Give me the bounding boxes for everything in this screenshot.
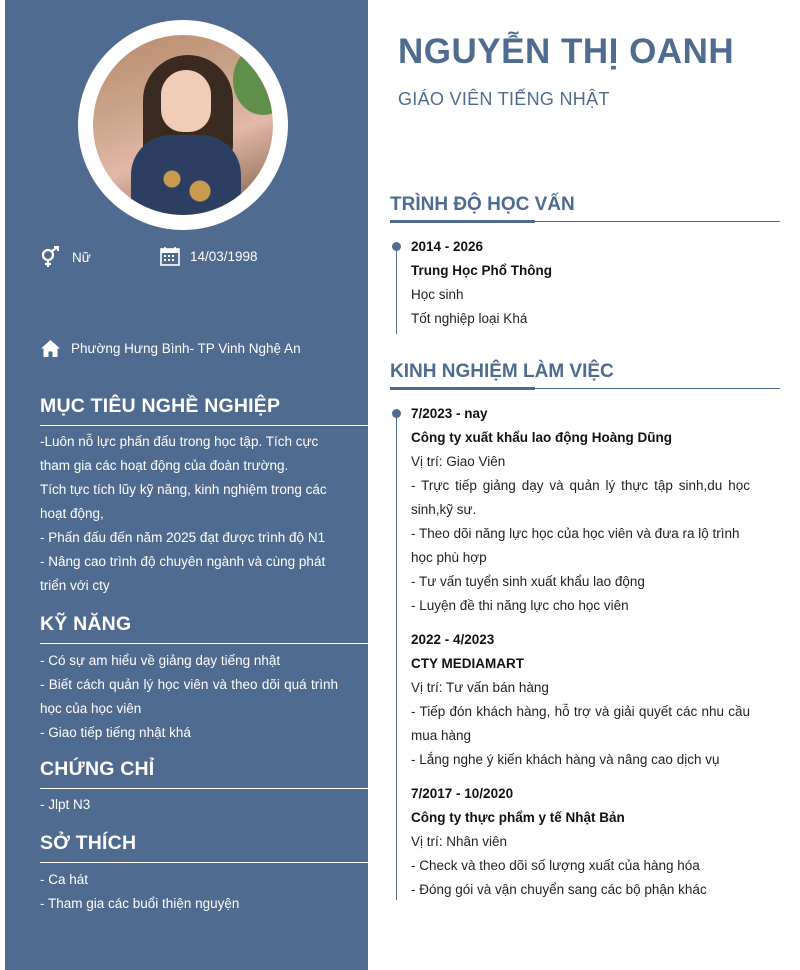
candidate-name: NGUYỄN THỊ OANH bbox=[398, 32, 735, 71]
entry-org: Trung Học Phổ Thông bbox=[411, 263, 552, 278]
entry-line: Học sinh bbox=[411, 287, 464, 302]
entry-line: - Luyện đề thi năng lực cho học viên bbox=[411, 598, 629, 613]
timeline-dot bbox=[392, 409, 401, 418]
list-item: Tích tực tích lũy kỹ năng, kinh nghiệm trong các hoạt động, bbox=[40, 482, 327, 521]
avatar-frame bbox=[78, 20, 288, 230]
entry-period: 2014 - 2026 bbox=[411, 239, 484, 254]
address-value: Phường Hưng Bình- TP Vinh Nghệ An bbox=[71, 341, 301, 356]
entry-line: - Tư vấn tuyển sinh xuất khẩu lao động bbox=[411, 574, 645, 589]
gender-value: Nữ bbox=[72, 249, 91, 265]
entry-line: - Đóng gói và vận chuyển sang các bộ phận khác bbox=[411, 882, 707, 897]
education-timeline bbox=[396, 244, 397, 334]
timeline-dot bbox=[392, 242, 401, 251]
entry-line: Vị trí: Nhân viên bbox=[411, 834, 508, 849]
list-item: - Phấn đấu đến năm 2025 đạt được trình độ N1 bbox=[40, 530, 326, 545]
career-objective-text bbox=[40, 430, 338, 598]
list-item: -Luôn nỗ lực phấn đấu trong học tập. Tích cực tham gia các hoạt động của đoàn trường. bbox=[40, 434, 319, 473]
entry-line: Vị trí: Giao Viên bbox=[411, 454, 506, 469]
heading-accent bbox=[390, 220, 535, 223]
certificates-text bbox=[40, 793, 338, 817]
hobbies-heading: SỞ THÍCH bbox=[40, 832, 368, 863]
entry-period: 7/2023 - nay bbox=[411, 406, 488, 421]
entry-period: 2022 - 4/2023 bbox=[411, 632, 495, 647]
list-item: - Nâng cao trình độ chuyên ngành và cùng phát triển với cty bbox=[40, 554, 326, 593]
list-item: - Biết cách quản lý học viên và theo dõi quá trình học của học viên bbox=[40, 677, 338, 716]
education-heading-text: TRÌNH ĐỘ HỌC VẤN bbox=[390, 194, 575, 215]
entry-org: Công ty xuất khẩu lao động Hoàng Dũng bbox=[411, 430, 672, 445]
gender-info bbox=[40, 246, 91, 268]
list-item: - Giao tiếp tiếng nhật khá bbox=[40, 725, 191, 740]
birthdate-info bbox=[160, 246, 258, 266]
calendar-icon bbox=[160, 246, 180, 266]
candidate-title: GIÁO VIÊN TIẾNG NHẬT bbox=[398, 89, 610, 109]
list-item: - Jlpt N3 bbox=[40, 797, 91, 812]
entry-line: - Trực tiếp giảng dạy và quản lý thực tập sinh,du học sinh,kỹ sư. bbox=[411, 478, 750, 517]
entry-org: CTY MEDIAMART bbox=[411, 656, 524, 671]
avatar bbox=[93, 35, 273, 215]
skills-heading: KỸ NĂNG bbox=[40, 613, 368, 644]
hobbies-text bbox=[40, 868, 338, 916]
experience-entry bbox=[411, 628, 750, 772]
sidebar bbox=[5, 0, 368, 970]
gender-icon bbox=[40, 246, 62, 268]
entry-line: - Check và theo dõi số lượng xuất của hàng hóa bbox=[411, 858, 700, 873]
entry-org: Công ty thực phẩm y tế Nhật Bản bbox=[411, 810, 625, 825]
list-item: - Ca hát bbox=[40, 872, 89, 887]
certificates-heading: CHỨNG CHỈ bbox=[40, 758, 368, 789]
entry-line: Tốt nghiệp loại Khá bbox=[411, 311, 528, 326]
experience-heading-text: KINH NGHIỆM LÀM VIỆC bbox=[390, 361, 614, 382]
experience-entry bbox=[411, 782, 750, 902]
entry-line: - Theo dõi năng lực học của học viên và đưa ra lộ trình học phù hợp bbox=[411, 526, 740, 565]
address-info bbox=[40, 339, 301, 358]
home-icon bbox=[40, 339, 61, 358]
heading-accent bbox=[390, 387, 535, 390]
skills-text bbox=[40, 649, 338, 745]
entry-period: 7/2017 - 10/2020 bbox=[411, 786, 514, 801]
entry-line: - Lắng nghe ý kiến khách hàng và nâng cao dịch vụ bbox=[411, 752, 720, 767]
education-heading bbox=[390, 194, 780, 222]
education-entry bbox=[411, 235, 750, 331]
experience-timeline bbox=[396, 411, 397, 900]
birthdate-value: 14/03/1998 bbox=[190, 248, 258, 264]
experience-entry bbox=[411, 402, 750, 618]
list-item: - Có sự am hiểu về giảng dạy tiếng nhật bbox=[40, 653, 281, 668]
list-item: - Tham gia các buổi thiện nguyện bbox=[40, 896, 240, 911]
entry-line: - Tiếp đón khách hàng, hỗ trợ và giải quyết các nhu cầu mua hàng bbox=[411, 704, 750, 743]
career-objective-heading: MỤC TIÊU NGHỀ NGHIỆP bbox=[40, 395, 368, 426]
entry-line: Vị trí: Tư vấn bán hàng bbox=[411, 680, 549, 695]
experience-heading bbox=[390, 361, 780, 389]
